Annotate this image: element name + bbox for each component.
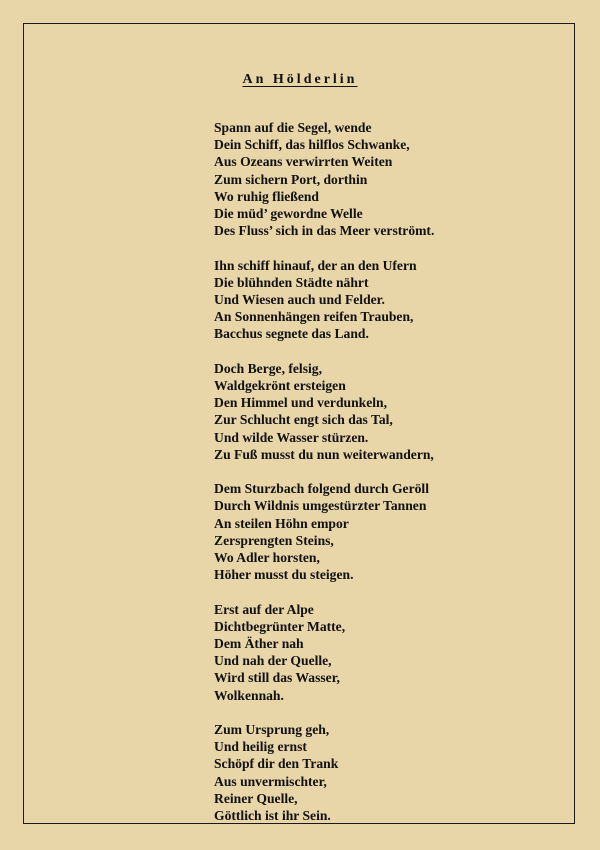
- poem-line: Erst auf der Alpe: [214, 601, 314, 617]
- poem-line: Dem Äther nah: [214, 636, 304, 652]
- poem-title: An Hölderlin: [242, 72, 358, 87]
- poem-line: Durch Wildnis umgestürzter Tannen: [214, 498, 427, 514]
- poem-line: Zum sichern Port, dorthin: [214, 171, 368, 187]
- poem-line: Höher musst du steigen.: [214, 567, 354, 583]
- poem-line: Aus unvermischter,: [214, 773, 327, 789]
- poem-line: Doch Berge, felsig,: [214, 360, 322, 376]
- stanza: [214, 257, 554, 343]
- stanza: [214, 721, 554, 824]
- poem-line: Dem Sturzbach folgend durch Geröll: [214, 481, 429, 497]
- stanza: [214, 601, 554, 704]
- poem-line: Und nah der Quelle,: [214, 653, 332, 669]
- poem-line: Zum Ursprung geh,: [214, 722, 330, 738]
- poem-line: Des Fluss’ sich in das Meer verströmt.: [214, 223, 435, 239]
- poem-line: Reiner Quelle,: [214, 790, 298, 806]
- poem-line: Zersprengten Steins,: [214, 532, 334, 548]
- poem-line: Spann auf die Segel, wende: [214, 120, 372, 135]
- poem-line: Wo ruhig fließend: [214, 188, 319, 204]
- stanza: [214, 360, 554, 463]
- poem-line: Ihn schiff hinauf, der an den Ufern: [214, 257, 417, 273]
- poem-line: Waldgekrönt ersteigen: [214, 378, 346, 394]
- poem-line: Und wilde Wasser stürzen.: [214, 429, 369, 445]
- poem-line: Die blühnden Städte nährt: [214, 274, 369, 290]
- poem-line: Zu Fuß musst du nun weiterwandern,: [214, 446, 434, 462]
- poem-line: Dichtbegrünter Matte,: [214, 618, 346, 634]
- poem-line: Dein Schiff, das hilflos Schwanke,: [214, 137, 410, 153]
- poem-line: Wolkennah.: [214, 687, 284, 703]
- poem-line: An steilen Höhn empor: [214, 515, 349, 531]
- poem-line: Zur Schlucht engt sich das Tal,: [214, 412, 393, 428]
- poem-line: Die müd’ gewordne Welle: [214, 206, 363, 222]
- poem-line: Wo Adler horsten,: [214, 550, 320, 566]
- stanza: [214, 480, 554, 583]
- poem-line: An Sonnenhängen reifen Trauben,: [214, 309, 414, 325]
- poem-line: Den Himmel und verdunkeln,: [214, 395, 387, 411]
- poem-line: Wird still das Wasser,: [214, 670, 340, 686]
- poem-line: Schöpf dir den Trank: [214, 756, 339, 772]
- poem-line: Und heilig ernst: [214, 739, 307, 755]
- poem-line: Aus Ozeans verwirrten Weiten: [214, 154, 393, 170]
- poem-line: Und Wiesen auch und Felder.: [214, 292, 385, 308]
- poem-line: Bacchus segnete das Land.: [214, 326, 369, 342]
- stanza: [214, 119, 554, 239]
- poem-body: [214, 119, 554, 841]
- poem-line: Göttlich ist ihr Sein.: [214, 808, 331, 824]
